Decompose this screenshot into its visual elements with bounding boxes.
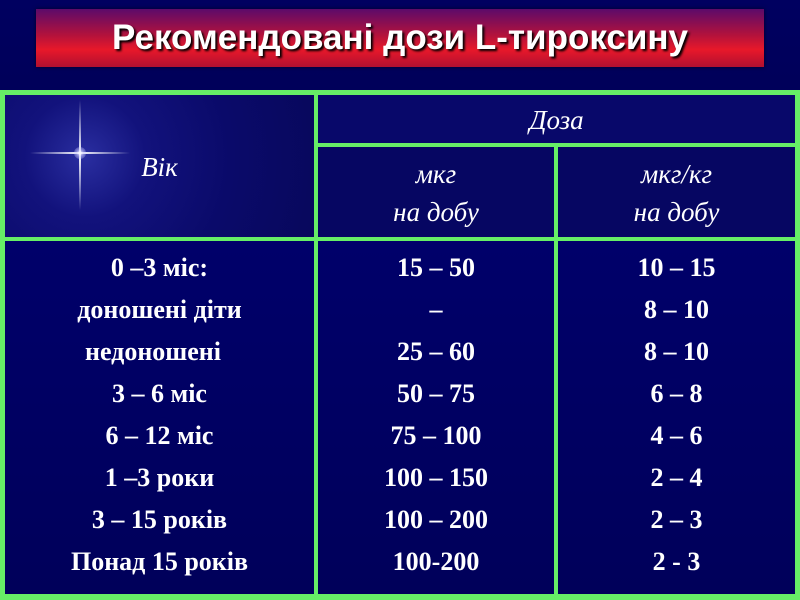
grid-line-header-bottom <box>0 237 800 241</box>
page-title: Рекомендовані дози L-тироксину <box>112 18 688 57</box>
mcg-header-unit: мкг <box>415 159 457 189</box>
age-header: Вік <box>141 152 178 182</box>
mcgkg-cell: 8 – 10 <box>644 295 709 324</box>
mcgkg-header-period: на добу <box>633 197 720 227</box>
age-cell: доношені діти <box>77 295 242 324</box>
mcg-header <box>318 155 554 231</box>
mcgkg-cell: 10 – 15 <box>637 253 716 282</box>
mcgkg-cell: 2 – 4 <box>650 463 703 492</box>
mcg-cell: 25 – 60 <box>397 337 475 366</box>
grid-line-bottom <box>0 594 800 600</box>
mcgkg-cell: 6 – 8 <box>650 379 703 408</box>
mcg-cell: 100 – 150 <box>384 463 488 492</box>
mcgkg-column <box>558 247 795 583</box>
age-cell: Понад 15 років <box>70 547 249 576</box>
mcgkg-header-unit: мкг/кг <box>640 159 713 189</box>
age-cell: 1 –3 роки <box>104 463 215 492</box>
mcg-cell: 100-200 <box>392 547 480 576</box>
mcgkg-header <box>558 155 795 231</box>
age-column <box>5 247 314 583</box>
dose-header: Доза <box>529 105 584 135</box>
mcg-cell: 50 – 75 <box>397 379 475 408</box>
age-cell: 0 –3 міс: <box>110 253 209 282</box>
age-cell: 3 – 15 років <box>91 505 228 534</box>
mcg-cell: 100 – 200 <box>384 505 488 534</box>
mcg-header-period: на добу <box>393 197 479 227</box>
mcg-column <box>318 247 554 583</box>
mcg-cell: – <box>429 295 443 324</box>
age-cell: 6 – 12 міс <box>105 421 214 450</box>
age-cell: 3 – 6 міс <box>112 379 207 408</box>
mcgkg-cell: 2 – 3 <box>650 505 703 534</box>
mcgkg-cell: 4 – 6 <box>650 421 703 450</box>
mcg-cell: 15 – 50 <box>397 253 475 282</box>
grid-line-dose-divider <box>318 143 800 147</box>
grid-line-top <box>0 90 800 95</box>
mcgkg-cell: 8 – 10 <box>644 337 709 366</box>
mcg-cell: 75 – 100 <box>390 421 482 450</box>
grid-line-right <box>795 90 800 600</box>
mcgkg-cell: 2 - 3 <box>652 547 701 576</box>
age-cell: недоношені <box>85 337 222 366</box>
